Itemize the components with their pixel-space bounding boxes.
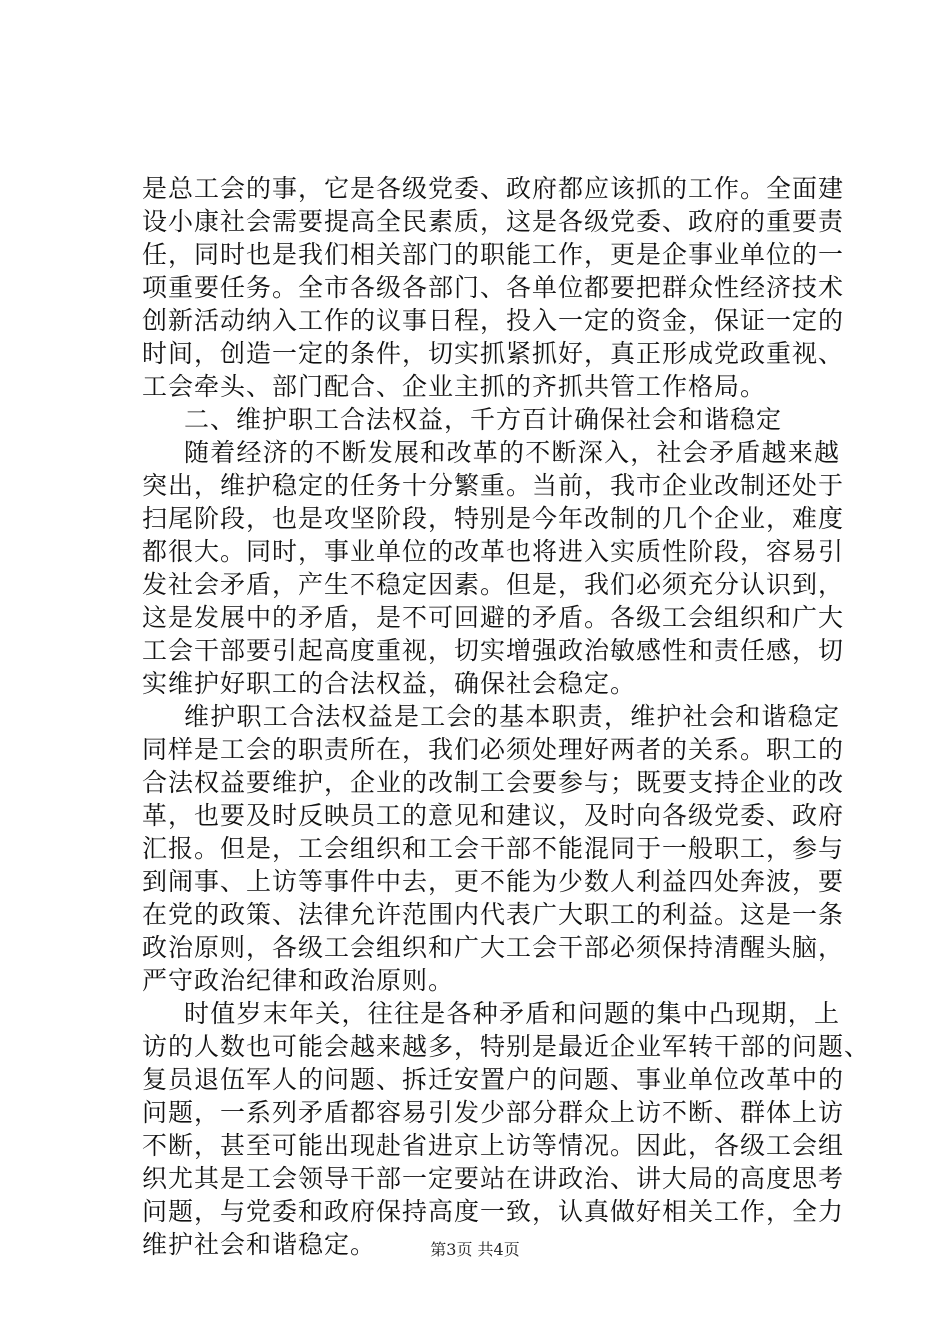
text-line: 同样是工会的职责所在，我们必须处理好两者的关系。职工的 bbox=[142, 735, 845, 764]
text-line: 织尤其是工会领导干部一定要站在讲政治、讲大局的高度思考 bbox=[142, 1164, 845, 1193]
text-line: 工会干部要引起高度重视，切实增强政治敏感性和责任感，切 bbox=[142, 636, 845, 665]
document-body bbox=[142, 172, 871, 1261]
section-heading bbox=[142, 403, 840, 436]
page-footer: 第3页 共4页 bbox=[430, 1240, 520, 1259]
text-line: 革，也要及时反映员工的意见和建议，及时向各级党委、政府 bbox=[142, 801, 845, 830]
text-line: 发社会矛盾，产生不稳定因素。但是，我们必须充分认识到， bbox=[142, 570, 845, 599]
text-line: 设小康社会需要提高全民素质，这是各级党委、政府的重要责 bbox=[142, 207, 845, 236]
text-line: 维护职工合法权益是工会的基本职责，维护社会和谐稳定 bbox=[184, 702, 840, 731]
text-line: 是总工会的事，它是各级党委、政府都应该抓的工作。全面建 bbox=[142, 174, 845, 203]
para-3 bbox=[142, 700, 845, 997]
para-4 bbox=[142, 997, 871, 1261]
text-line: 合法权益要维护，企业的改制工会要参与；既要支持企业的改 bbox=[142, 768, 845, 797]
text-line: 问题，一系列矛盾都容易引发少部分群众上访不断、群体上访 bbox=[142, 1098, 845, 1127]
text-line: 创新活动纳入工作的议事日程，投入一定的资金，保证一定的 bbox=[142, 306, 845, 335]
text-line: 都很大。同时，事业单位的改革也将进入实质性阶段，容易引 bbox=[142, 537, 845, 566]
text-line: 时间，创造一定的条件，切实抓紧抓好，真正形成党政重视、 bbox=[142, 339, 845, 368]
text-line: 严守政治纪律和政治原则。 bbox=[142, 966, 455, 995]
para-2 bbox=[142, 436, 845, 700]
text-line: 突出，维护稳定的任务十分繁重。当前，我市企业改制还处于 bbox=[142, 471, 845, 500]
text-line: 在党的政策、法律允许范围内代表广大职工的利益。这是一条 bbox=[142, 900, 845, 929]
text-line: 政治原则，各级工会组织和广大工会干部必须保持清醒头脑， bbox=[142, 933, 845, 962]
text-line: 任，同时也是我们相关部门的职能工作，更是企事业单位的一 bbox=[142, 240, 845, 269]
text-line: 工会牵头、部门配合、企业主抓的齐抓共管工作格局。 bbox=[142, 372, 767, 401]
text-line: 项重要任务。全市各级各部门、各单位都要把群众性经济技术 bbox=[142, 273, 845, 302]
text-line: 访的人数也可能会越来越多，特别是最近企业军转干部的问题、 bbox=[142, 1032, 871, 1061]
text-line: 时值岁末年关，往往是各种矛盾和问题的集中凸现期，上 bbox=[184, 999, 840, 1028]
text-line: 维护社会和谐稳定。 bbox=[142, 1230, 377, 1259]
text-line: 汇报。但是，工会组织和工会干部不能混同于一般职工，参与 bbox=[142, 834, 845, 863]
text-line: 随着经济的不断发展和改革的不断深入，社会矛盾越来越 bbox=[184, 438, 840, 467]
text-line: 到闹事、上访等事件中去，更不能为少数人利益四处奔波，要 bbox=[142, 867, 845, 896]
text-line: 这是发展中的矛盾，是不可回避的矛盾。各级工会组织和广大 bbox=[142, 603, 845, 632]
text-line: 扫尾阶段，也是攻坚阶段，特别是今年改制的几个企业，难度 bbox=[142, 504, 845, 533]
para-continuation bbox=[142, 172, 845, 403]
text-line: 问题，与党委和政府保持高度一致，认真做好相关工作，全力 bbox=[142, 1197, 845, 1226]
text-line: 二、维护职工合法权益，千方百计确保社会和谐稳定 bbox=[184, 405, 783, 434]
text-line: 不断，甚至可能出现赴省进京上访等情况。因此，各级工会组 bbox=[142, 1131, 845, 1160]
text-line: 实维护好职工的合法权益，确保社会稳定。 bbox=[142, 669, 637, 698]
text-line: 复员退伍军人的问题、拆迁安置户的问题、事业单位改革中的 bbox=[142, 1065, 845, 1094]
